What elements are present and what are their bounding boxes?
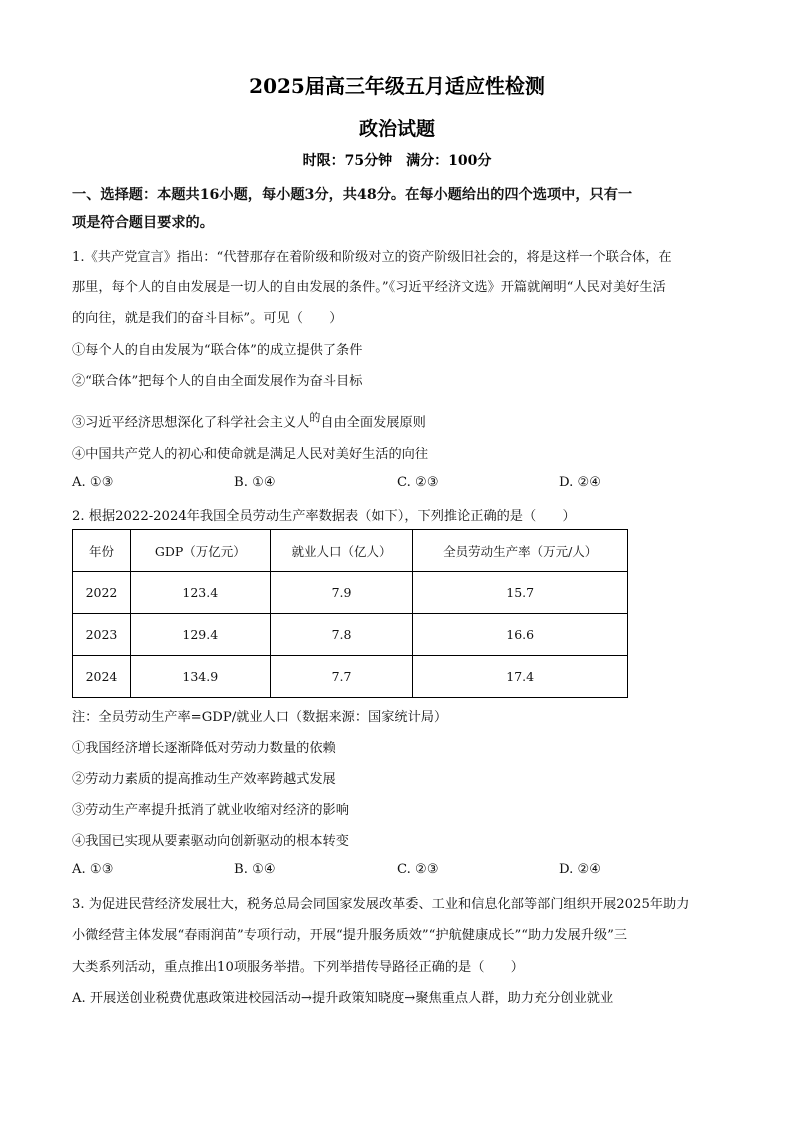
q1-stem-line3: 的向往，就是我们的奋斗目标”。可见（ ）: [72, 311, 343, 326]
exam-info: 时限：75分钟 满分：100分: [302, 153, 492, 169]
subject-title: 政治试题: [358, 118, 435, 140]
table-header-cell: 就业人口（亿人）: [270, 530, 413, 572]
table-cell: 2024: [73, 656, 131, 698]
table-row: [73, 614, 628, 656]
table-row: [73, 572, 628, 614]
section-heading-line2: 项是符合题目要求的。: [72, 215, 214, 231]
q2-statement-2: ②劳动力素质的提高推动生产效率跨越式发展: [72, 772, 336, 787]
table-cell: 7.7: [270, 656, 413, 698]
q1-statement-3: ③习近平经济思想深化了科学社会主义人$^的$自由全面发展原则: [72, 411, 426, 431]
table-cell: 129.4: [130, 614, 270, 656]
q3-stem-line2: 小微经营主体发展“春雨润苗”专项行动，开展“提升服务质效”“护航健康成长”“助力发展升级”三: [72, 928, 628, 943]
productivity-table: [72, 529, 628, 698]
table-cell: 7.8: [270, 614, 413, 656]
q2-statement-3: ③劳动生产率提升抵消了就业收缩对经济的影响: [72, 803, 349, 818]
q3-stem-line3: 大类系列活动，重点推出10项服务举措。下列举措传导路径正确的是（ ）: [72, 960, 524, 975]
table-row: [73, 656, 628, 698]
q2-statement-1: ①我国经济增长逐渐降低对劳动力数量的依赖: [72, 741, 336, 756]
table-cell: 2023: [73, 614, 131, 656]
q1-option-a[interactable]: A. ①③: [72, 475, 114, 490]
exam-title: 2025届高三年级五月适应性检测: [249, 74, 545, 98]
q2-option-c[interactable]: C. ②③: [397, 862, 439, 877]
q1-statement-2: ②“联合体”把每个人的自由全面发展作为奋斗目标: [72, 374, 363, 389]
table-cell: 16.6: [413, 614, 628, 656]
q1-option-d[interactable]: D. ②④: [559, 475, 602, 490]
q1-statement-4: ④中国共产党人的初心和使命就是满足人民对美好生活的向往: [72, 447, 429, 462]
q1-option-b[interactable]: B. ①④: [234, 475, 276, 490]
table-header-cell: GDP（万亿元）: [130, 530, 270, 572]
q3-stem-line1: 3. 为促进民营经济发展壮大，税务总局会同国家发展改革委、工业和信息化部等部门组织开展2025年助力: [72, 897, 690, 912]
q2-stem: 2. 根据2022-2024年我国全员劳动生产率数据表（如下），下列推论正确的是（ ）: [72, 509, 576, 524]
q2-option-d[interactable]: D. ②④: [559, 862, 602, 877]
table-cell: 2022: [73, 572, 131, 614]
q2-option-b[interactable]: B. ①④: [234, 862, 276, 877]
table-cell: 134.9: [130, 656, 270, 698]
table-cell: 123.4: [130, 572, 270, 614]
table-cell: 17.4: [413, 656, 628, 698]
q1-stem-line1: 1.《共产党宣言》指出：“代替那存在着阶级和阶级对立的资产阶级旧社会的，将是这样一个联合体，在: [72, 250, 672, 265]
q1-statement-1: ①每个人的自由发展为“联合体”的成立提供了条件: [72, 343, 363, 358]
q3-option-a[interactable]: A. 开展送创业税费优惠政策进校园活动→提升政策知晓度→聚焦重点人群，助力充分创业就业: [72, 991, 614, 1006]
table-header-row: [73, 530, 628, 572]
table-header-cell: 全员劳动生产率（万元/人）: [413, 530, 628, 572]
q2-table-note: 注：全员劳动生产率=GDP/就业人口（数据来源：国家统计局）: [72, 710, 448, 725]
table-cell: 15.7: [413, 572, 628, 614]
q1-statement-3-raised: 的: [309, 411, 321, 424]
q1-stem-line2: 那里，每个人的自由发展是一切人的自由发展的条件。”《习近平经济文选》开篇就阐明“人民对美好生活: [72, 280, 666, 295]
table-cell: 7.9: [270, 572, 413, 614]
q2-option-a[interactable]: A. ①③: [72, 862, 114, 877]
section-heading-line1: 一、选择题：本题共16小题，每小题3分，共48分。在每小题给出的四个选项中，只有一: [72, 187, 633, 203]
q1-option-c[interactable]: C. ②③: [397, 475, 439, 490]
table-header-cell: 年份: [73, 530, 131, 572]
q2-statement-4: ④我国已实现从要素驱动向创新驱动的根本转变: [72, 834, 349, 849]
